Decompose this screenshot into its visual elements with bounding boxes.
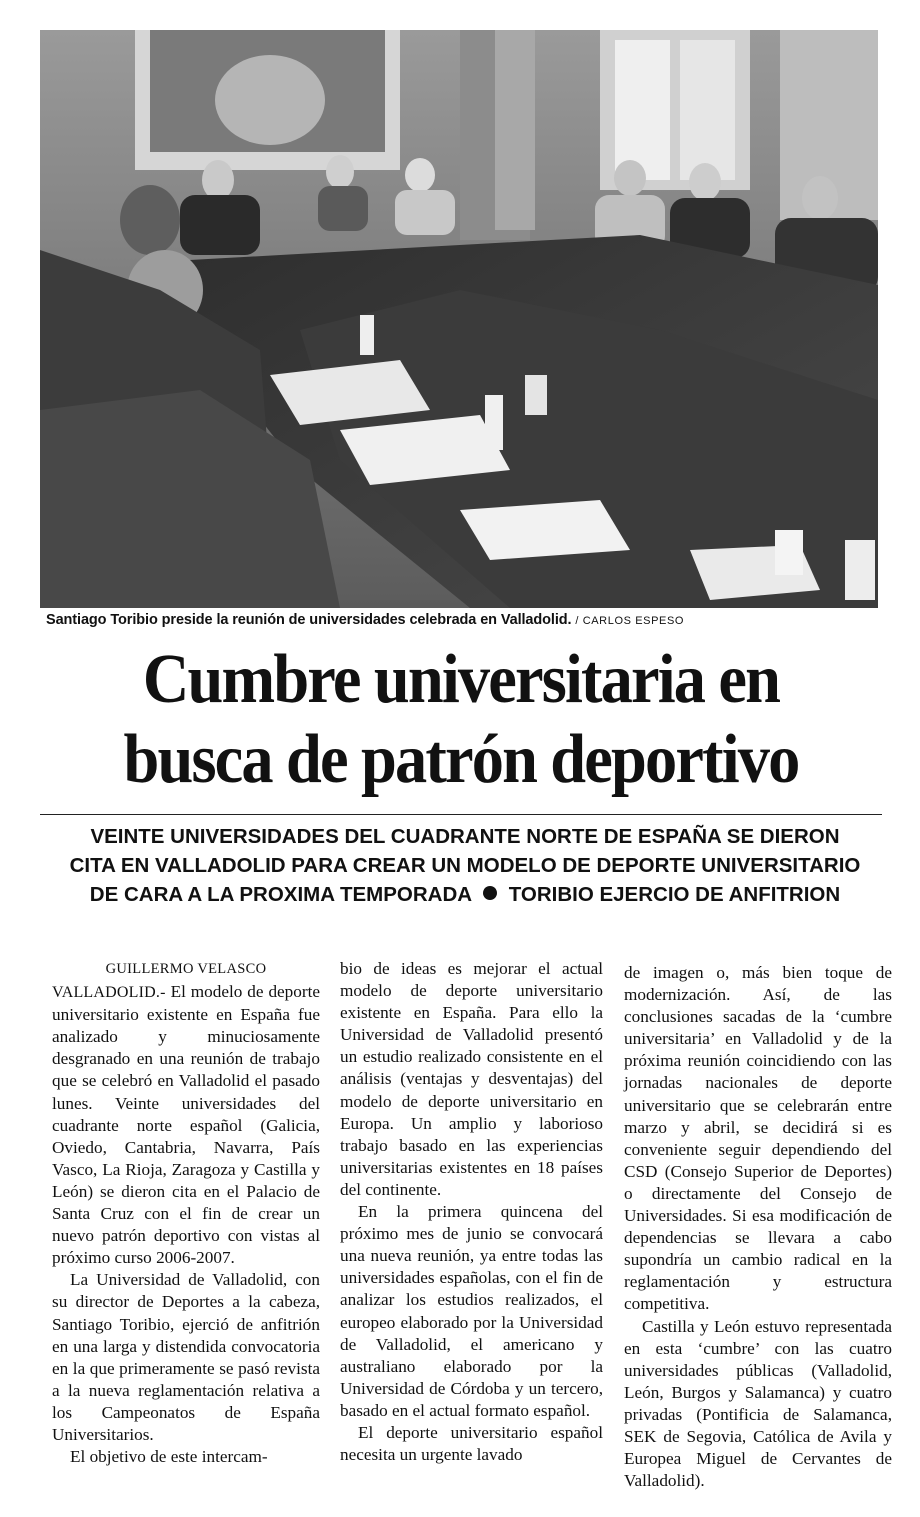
subhead-line-3: [46, 880, 884, 909]
byline: GUILLERMO VELASCO: [105, 961, 267, 977]
paragraph-3-start: El objetivo de este intercam-: [70, 1447, 268, 1467]
paragraph-6: Castilla y León estuvo representada en esta ‘cumbre’ con las cuatro universidades públicas (Valladolid, León, Burgos y Salamanca) y cuatro privadas (Pontificia de Salamanca, SEK de Segovia, Católica de Avila y Europea Miguel de Cervantes de Valladolid).: [624, 1316, 892, 1491]
article-column-3: [624, 962, 892, 1492]
headline-divider: [40, 814, 882, 815]
paragraph-5-start: El deporte universitario español necesita un urgente lavado: [340, 1422, 603, 1465]
subhead-line-1: VEINTE UNIVERSIDADES DEL CUADRANTE NORTE DE ESPAÑA SE DIERON: [90, 825, 840, 848]
paragraph-1-text: El modelo de deporte universitario existente en España fue analizado y minuciosamente desgranado en una reunión de trabajo que se celebró en Valladolid el pasado lunes. Veinte universidades del cuadrante norte español (Galicia, Oviedo, Cantabria, Navarra, País Vasco, La Rioja, Zaragoza y Castilla y León) se dieron cita en el Palacio de Santa Cruz con el fin de crear un nuevo patrón deportivo con vistas al próximo curso 2006-2007.: [52, 982, 320, 1268]
bullet-icon: [483, 886, 497, 900]
subhead-line-3-a: DE CARA A LA PROXIMA TEMPORADA: [89, 883, 472, 906]
meeting-photo: [40, 30, 878, 608]
article-headline: [79, 640, 843, 800]
headline-line-2: busca de patrón deportivo: [123, 721, 799, 798]
photo-caption: [46, 612, 886, 628]
article-column-2: [340, 958, 603, 1466]
subhead-line-2: CITA EN VALLADOLID PARA CREAR UN MODELO DE DEPORTE UNIVERSITARIO: [69, 854, 861, 877]
paragraph-1: [52, 981, 320, 1269]
article-column-1: [52, 958, 320, 1468]
article-subhead: [46, 822, 884, 909]
paragraph-3-continued: bio de ideas es mejorar el actual modelo de deporte universitario existente en España. Para ello la Universidad de Valladolid presentó un estudio realizado consistente en el análisis (ventajas y desventajas) del modelo de deporte universitario en Europa. Un amplio y laborioso trabajo basado en las experiencias universitarias existentes en 18 países del continente.: [340, 959, 603, 1199]
paragraph-5-continued: de imagen o, más bien toque de modernización. Así, de las conclusiones sacadas de la ‘cumbre universitaria’ en Valladolid y de la próxima reunión coincidiendo con las jornadas nacionales de deporte universitario que se celebrarán entre marzo y abril, se decidirá si es conveniente seguir dependiendo del CSD (Consejo Superior de Deportes) o directamente del Consejo de Universidades. Si esa modificación de dependencias se llevara a cabo supondría un cambio radical en la reglamentación y estructura competitiva.: [624, 963, 892, 1314]
photo-credit: / CARLOS ESPESO: [575, 615, 685, 627]
meeting-photo-image: [40, 30, 878, 608]
paragraph-2: La Universidad de Valladolid, con su director de Deportes a la cabeza, Santiago Toribio, ejerció de anfitrión en una larga y distendida convocatoria en la que primeramente se pasó revista a la nueva reglamentación relativa a los Campeonatos de España Universitarios.: [52, 1270, 320, 1444]
caption-text: Santiago Toribio preside la reunión de universidades celebrada en Valladolid.: [46, 612, 572, 628]
subhead-line-3-b: TORIBIO EJERCIO DE ANFITRION: [508, 883, 841, 906]
dateline: VALLADOLID.-: [52, 984, 166, 1002]
paragraph-4: En la primera quincena del próximo mes de junio se convocará una nueva reunión, ya entre todas las universidades españolas, con el fin de analizar los estudios realizados, el europeo elaborado por la Universidad de Valladolid, el americano y australiano elaborado por la Universidad de Córdoba y un tercero, basado en el actual formato español.: [340, 1202, 603, 1420]
headline-line-1: Cumbre universitaria en: [142, 641, 780, 718]
